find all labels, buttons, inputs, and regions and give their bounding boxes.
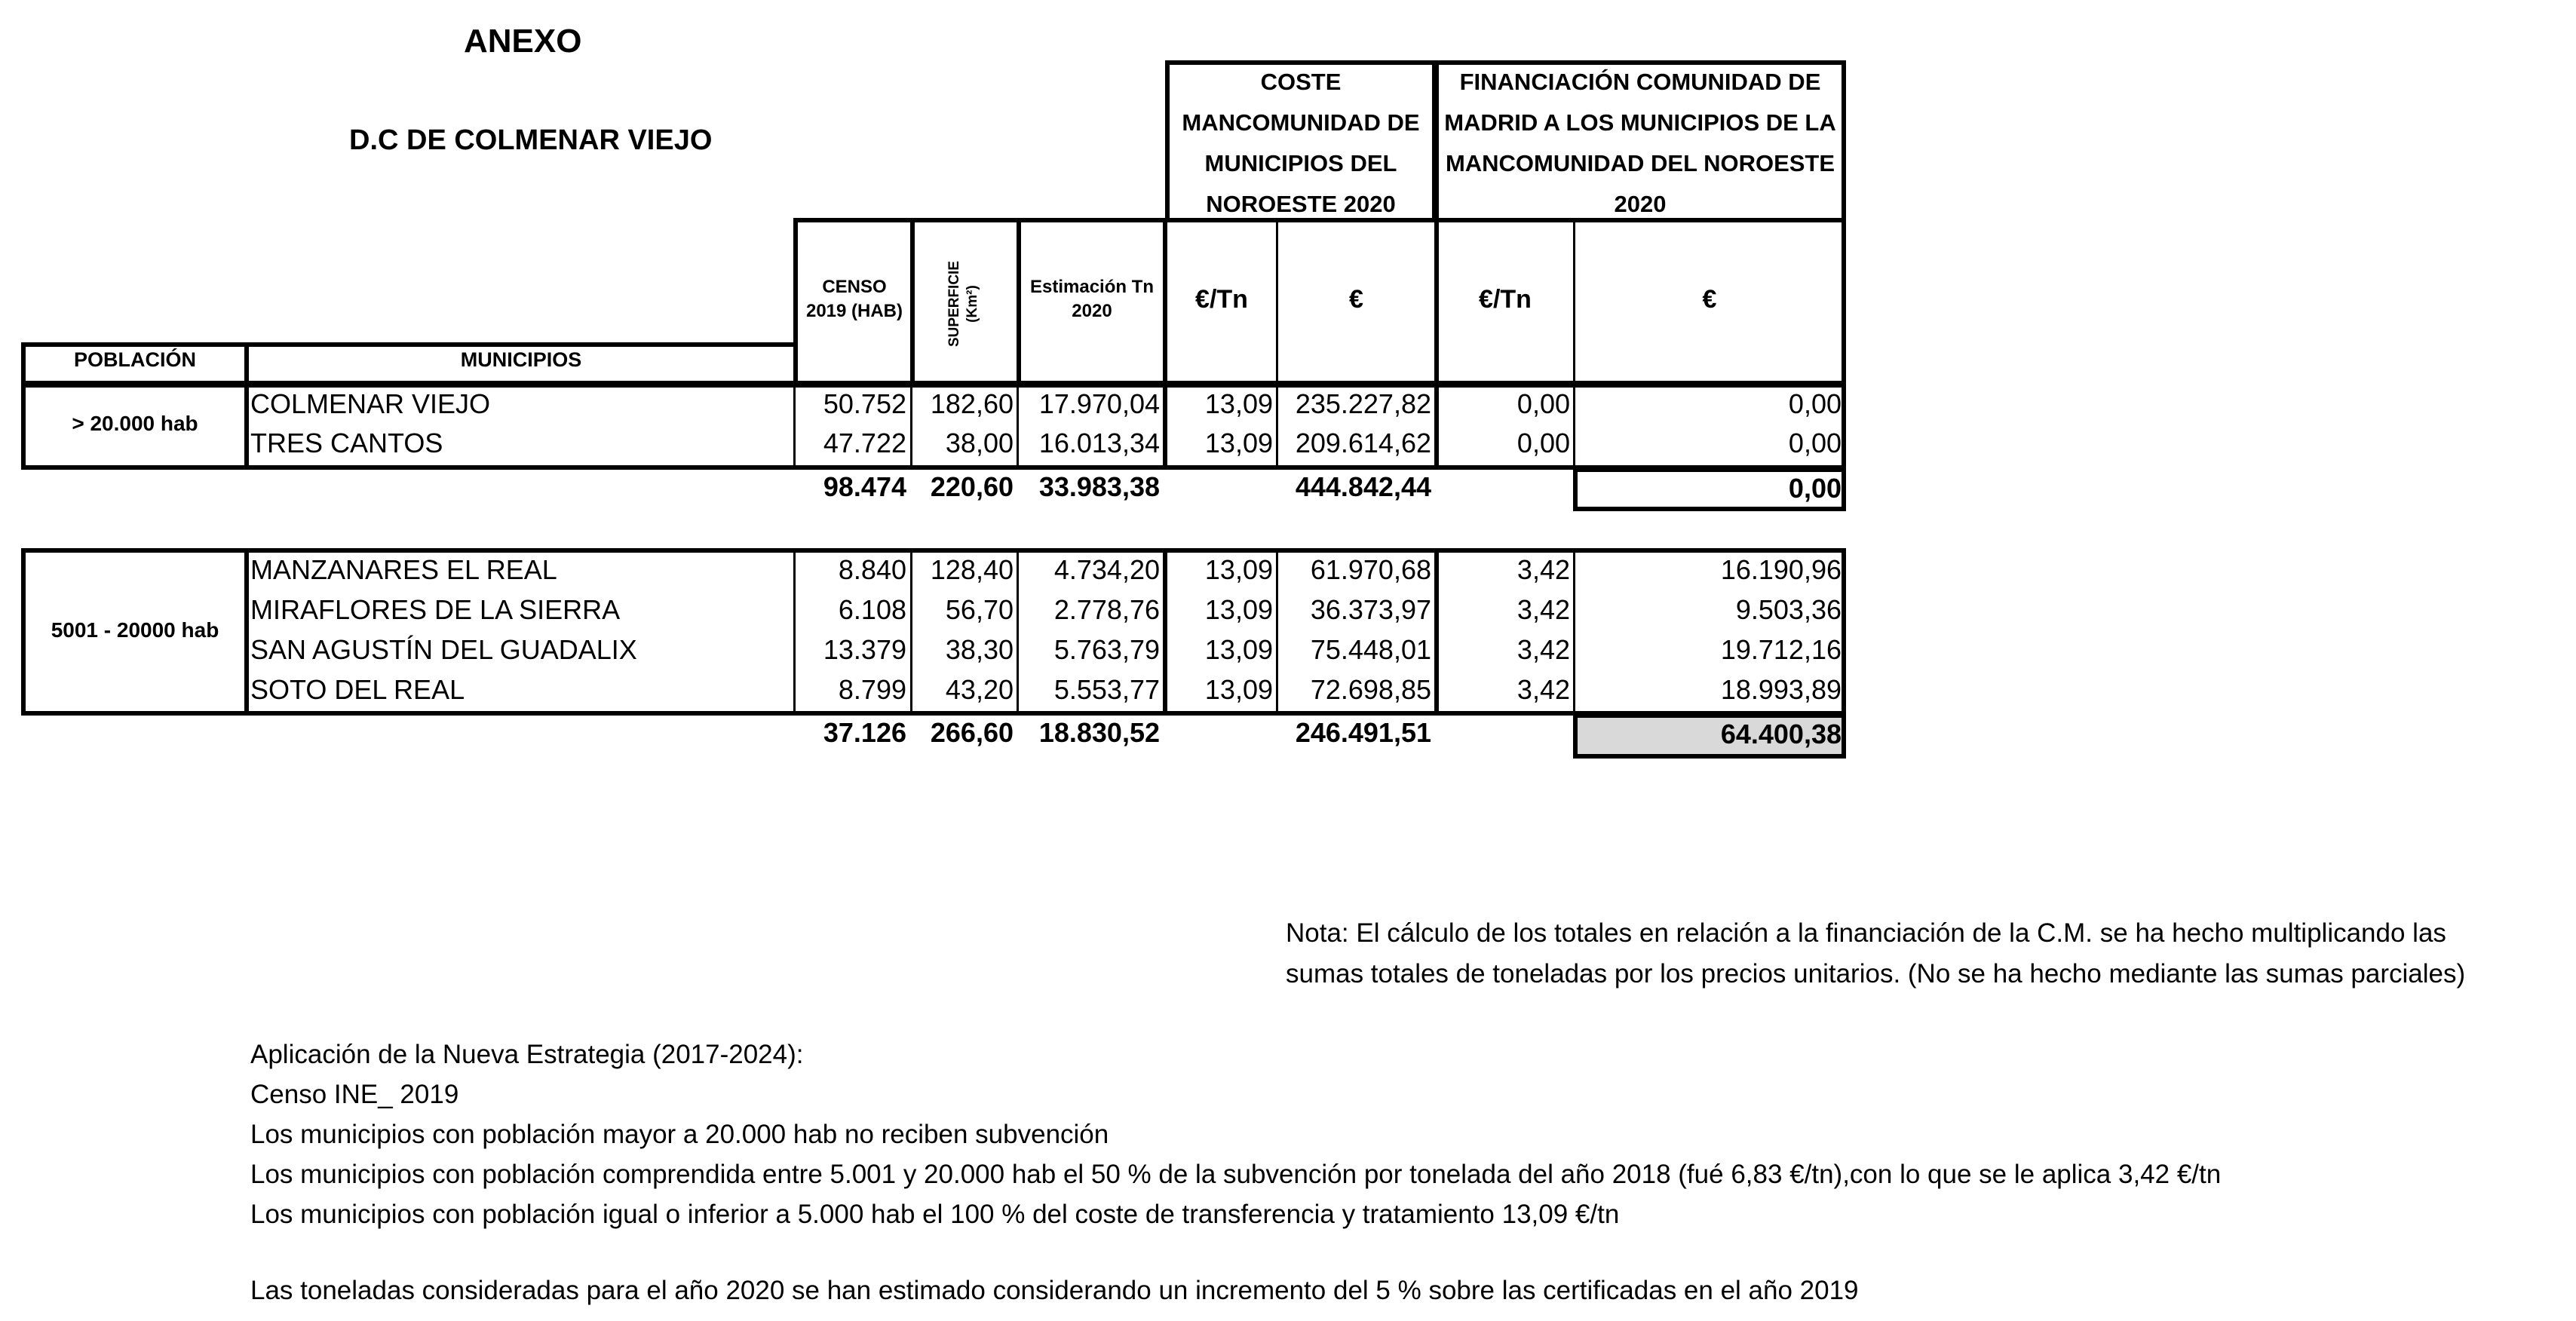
total-coste: 246.491,51 — [1295, 717, 1431, 748]
fin-tn: 0,00 — [1516, 428, 1570, 458]
financiacion-header: FINANCIACIÓN COMUNIDAD DE MADRID A LOS MUNICIPIOS DE LA MANCOMUNIDAD DEL NOROESTE 2020 — [1444, 69, 1836, 217]
total-fin: 0,00 — [1788, 473, 1842, 504]
municipio: MANZANARES EL REAL — [250, 554, 557, 585]
fin-tn: 3,42 — [1516, 554, 1570, 585]
total-superficie: 266,60 — [930, 717, 1014, 748]
coste-tn: 13,09 — [1204, 428, 1273, 458]
censo: 6.108 — [838, 594, 906, 625]
note-line-2: Censo INE_ 2019 — [250, 1080, 459, 1109]
page-subtitle: D.C DE COLMENAR VIEJO — [349, 124, 713, 156]
eur-tn-header-2: €/Tn — [1479, 285, 1532, 314]
total-superficie: 220,60 — [930, 471, 1014, 502]
municipio: TRES CANTOS — [250, 428, 443, 458]
municipio: COLMENAR VIEJO — [250, 388, 491, 419]
fin-tn: 0,00 — [1516, 388, 1570, 419]
fin-tn: 3,42 — [1516, 594, 1570, 625]
toneladas: 5.553,77 — [1053, 674, 1160, 705]
coste: 235.227,82 — [1295, 388, 1431, 419]
total-fin: 64.400,38 — [1720, 719, 1842, 749]
coste: 72.698,85 — [1310, 674, 1431, 705]
total-censo: 37.126 — [823, 717, 906, 748]
coste-header: COSTE MANCOMUNIDAD DE MUNICIPIOS DEL NOROESTE 2020 — [1182, 69, 1420, 217]
coste: 36.373,97 — [1310, 594, 1431, 625]
coste-tn: 13,09 — [1204, 594, 1273, 625]
total-censo: 98.474 — [823, 471, 906, 502]
municipio: MIRAFLORES DE LA SIERRA — [250, 594, 621, 625]
note-line-5: Los municipios con población igual o inferior a 5.000 hab el 100 % del coste de transferencia y tratamiento 13,09 €/tn — [250, 1200, 1620, 1229]
toneladas: 2.778,76 — [1053, 594, 1160, 625]
coste-tn: 13,09 — [1204, 388, 1273, 419]
superficie-header: SUPERFICIE (Km²) — [946, 260, 980, 347]
coste-tn: 13,09 — [1204, 674, 1273, 705]
nota-line-2: sumas totales de toneladas por los precios unitarios. (No se ha hecho mediante las sumas parciales) — [1286, 959, 2466, 988]
coste-tn: 13,09 — [1204, 634, 1273, 665]
eur-tn-header-1: €/Tn — [1195, 285, 1248, 314]
superficie: 128,40 — [930, 554, 1014, 585]
censo: 8.799 — [838, 674, 906, 705]
superficie: 38,00 — [945, 428, 1014, 458]
censo: 47.722 — [823, 428, 906, 458]
nota-line-1: Nota: El cálculo de los totales en relación a la financiación de la C.M. se ha hecho multiplicando las — [1286, 918, 2446, 948]
total-coste: 444.842,44 — [1295, 471, 1431, 502]
fin-tn: 3,42 — [1516, 634, 1570, 665]
eur-header-2: € — [1702, 285, 1717, 314]
page-title: ANEXO — [464, 23, 582, 60]
coste: 61.970,68 — [1310, 554, 1431, 585]
coste: 209.614,62 — [1295, 428, 1431, 458]
coste-tn: 13,09 — [1204, 554, 1273, 585]
toneladas: 5.763,79 — [1053, 634, 1160, 665]
superficie: 56,70 — [945, 594, 1014, 625]
censo-header: CENSO 2019 (HAB) — [805, 277, 903, 321]
toneladas: 16.013,34 — [1038, 428, 1160, 458]
municipios-header: MUNICIPIOS — [460, 348, 582, 371]
coste: 75.448,01 — [1310, 634, 1431, 665]
toneladas: 4.734,20 — [1053, 554, 1160, 585]
censo: 13.379 — [823, 634, 906, 665]
censo: 50.752 — [823, 388, 906, 419]
total-toneladas: 33.983,38 — [1038, 471, 1160, 502]
note-line-3: Los municipios con población mayor a 20.000 hab no reciben subvención — [250, 1120, 1109, 1149]
note-line-6: Las toneladas consideradas para el año 2020 se han estimado considerando un incremento del 5 % sobre las certificadas en el año 2019 — [250, 1276, 1859, 1305]
censo: 8.840 — [838, 554, 906, 585]
superficie: 38,30 — [945, 634, 1014, 665]
superficie: 43,20 — [945, 674, 1014, 705]
fin: 0,00 — [1788, 428, 1842, 458]
total-toneladas: 18.830,52 — [1038, 717, 1160, 748]
superficie: 182,60 — [930, 388, 1014, 419]
group1-label: > 20.000 hab — [72, 412, 198, 435]
municipio: SAN AGUSTÍN DEL GUADALIX — [250, 634, 637, 665]
municipio: SOTO DEL REAL — [250, 674, 465, 705]
fin: 19.712,16 — [1720, 634, 1842, 665]
eur-header-1: € — [1349, 285, 1363, 314]
estimacion-header: Estimación Tn 2020 — [1029, 277, 1155, 321]
note-line-4: Los municipios con población comprendida entre 5.001 y 20.000 hab el 50 % de la subvención por tonelada del año 2018 (fué 6,83 €/tn),con lo que se le aplica 3,42 €/tn — [250, 1160, 2222, 1189]
fin-tn: 3,42 — [1516, 674, 1570, 705]
note-line-1: Aplicación de la Nueva Estrategia (2017-2024): — [250, 1040, 804, 1069]
fin: 18.993,89 — [1720, 674, 1842, 705]
fin: 0,00 — [1788, 388, 1842, 419]
fin: 9.503,36 — [1735, 594, 1842, 625]
poblacion-header: POBLACIÓN — [74, 348, 196, 371]
toneladas: 17.970,04 — [1038, 388, 1160, 419]
fin: 16.190,96 — [1720, 554, 1842, 585]
group2-label: 5001 - 20000 hab — [51, 618, 219, 642]
